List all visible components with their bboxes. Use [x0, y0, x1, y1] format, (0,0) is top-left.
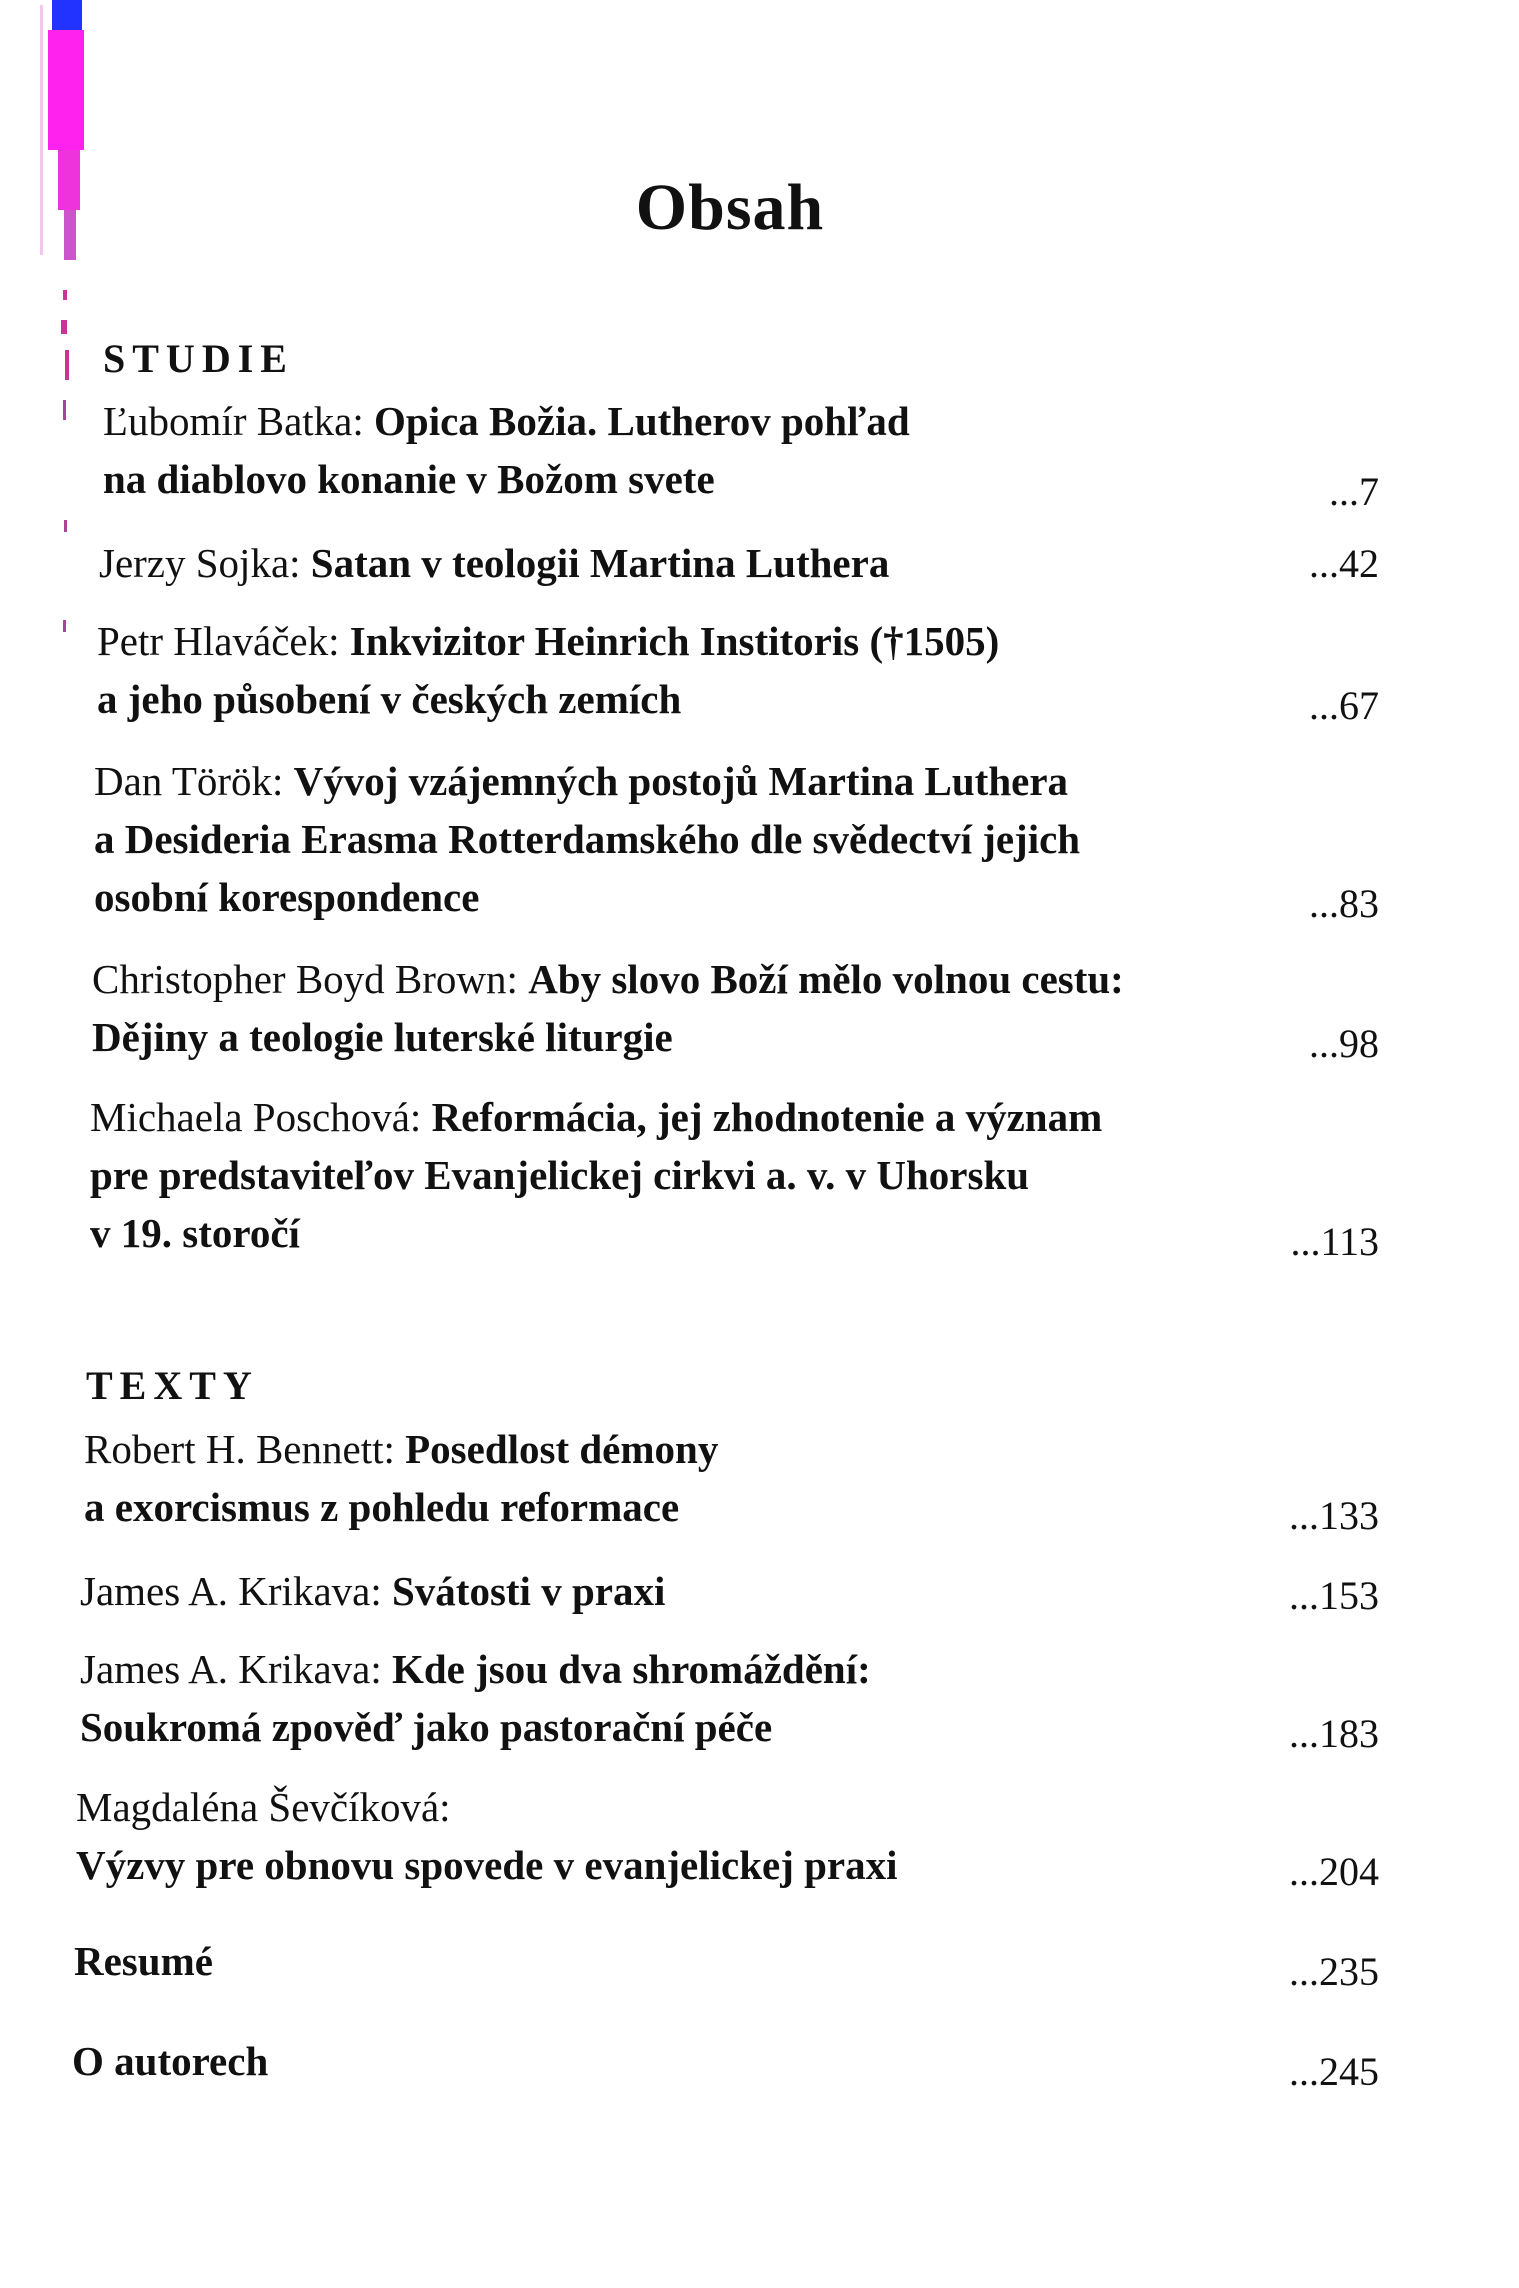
- entry-author: Dan Török:: [94, 758, 284, 804]
- entry-author: Magdaléna Ševčíková:: [76, 1784, 451, 1830]
- entry-title: a jeho působení v českých zemích: [97, 676, 682, 722]
- toc-entry[interactable]: [76, 1778, 1216, 1894]
- entry-title: pre predstaviteľov Evanjelickej cirkvi a. v. v Uhorsku: [90, 1152, 1030, 1198]
- page-number: ...204: [1289, 1849, 1379, 1894]
- entry-author: Jerzy Sojka:: [99, 540, 301, 586]
- entry-author: Ľubomír Batka:: [103, 398, 364, 444]
- entry-title: Kde jsou dva shromáždění:: [391, 1646, 871, 1692]
- toc-entry-resume[interactable]: [74, 1932, 1214, 1990]
- page-number: ...7: [1329, 469, 1379, 514]
- entry-author: Christopher Boyd Brown:: [92, 956, 518, 1002]
- page-number: ...67: [1309, 683, 1379, 728]
- entry-title: Výzvy pre obnovu spovede v evanjelickej praxi: [76, 1842, 898, 1888]
- entry-title: Dějiny a teologie luterské liturgie: [92, 1014, 673, 1060]
- section-label-studie: STUDIE: [103, 336, 294, 381]
- toc-entry[interactable]: [84, 1420, 1224, 1536]
- toc-entry-o-autorech[interactable]: [72, 2032, 1212, 2090]
- section-label-texty: TEXTY: [86, 1363, 259, 1408]
- entry-author: Michaela Poschová:: [90, 1094, 422, 1140]
- entry-title: Vývoj vzájemných postojů Martina Luthera: [293, 758, 1069, 804]
- page-number: ...83: [1309, 881, 1379, 926]
- toc-entry[interactable]: [80, 1640, 1220, 1756]
- entry-title: Opica Božia. Lutherov pohľad: [374, 398, 910, 444]
- scan-dots: [55, 290, 75, 650]
- entry-author: Petr Hlaváček:: [97, 618, 340, 664]
- entry-author: James A. Krikava:: [80, 1568, 382, 1614]
- entry-title: Satan v teologii Martina Luthera: [310, 540, 890, 586]
- toc-entry[interactable]: [90, 1088, 1230, 1262]
- entry-title: Svátosti v praxi: [391, 1568, 666, 1614]
- page-number: ...153: [1289, 1573, 1379, 1618]
- entry-title: v 19. storočí: [90, 1210, 300, 1256]
- entry-author: Robert H. Bennett:: [84, 1426, 395, 1472]
- entry-title: Soukromá zpověď jako pastorační péče: [80, 1704, 773, 1750]
- page-number: ...113: [1290, 1219, 1379, 1264]
- entry-title: Posedlost démony: [405, 1426, 719, 1472]
- entry-title: a exorcismus z pohledu reformace: [84, 1484, 680, 1530]
- toc-entry[interactable]: [92, 950, 1232, 1066]
- entry-title: Aby slovo Boží mělo volnou cestu:: [528, 956, 1124, 1002]
- page-number: ...133: [1289, 1493, 1379, 1538]
- toc-entry[interactable]: [99, 534, 1239, 592]
- entry-title: Resumé: [74, 1938, 213, 1984]
- page-title: Obsah: [635, 171, 825, 244]
- page-number: ...98: [1309, 1021, 1379, 1066]
- entry-title: a Desideria Erasma Rotterdamského dle svědectví jejich: [94, 816, 1081, 862]
- page-number: ...245: [1289, 2049, 1379, 2094]
- entry-title: na diablovo konanie v Božom svete: [103, 456, 715, 502]
- toc-entry[interactable]: [94, 752, 1234, 926]
- page-number: ...183: [1289, 1711, 1379, 1756]
- entry-title: Reformácia, jej zhodnotenie a význam: [431, 1094, 1103, 1140]
- entry-author: James A. Krikava:: [80, 1646, 382, 1692]
- toc-entry[interactable]: [80, 1562, 1220, 1620]
- entry-title: Inkvizitor Heinrich Institoris (†1505): [349, 618, 1000, 664]
- page-number: ...235: [1289, 1949, 1379, 1994]
- entry-title: osobní korespondence: [94, 874, 480, 920]
- page-number: ...42: [1309, 541, 1379, 586]
- toc-entry[interactable]: [103, 392, 1243, 508]
- entry-title: O autorech: [72, 2038, 269, 2084]
- toc-entry[interactable]: [97, 612, 1237, 728]
